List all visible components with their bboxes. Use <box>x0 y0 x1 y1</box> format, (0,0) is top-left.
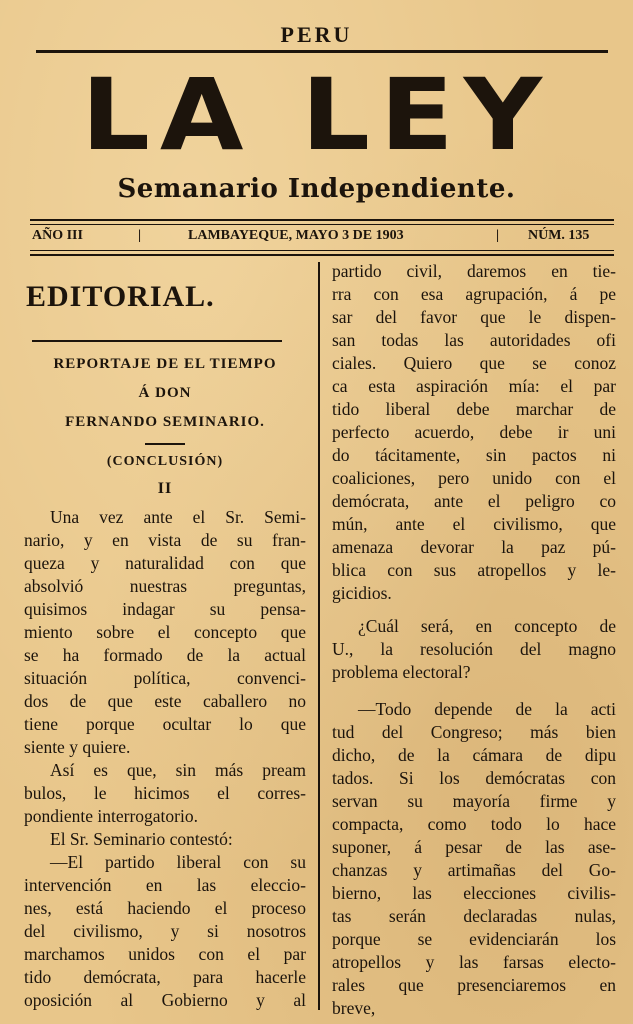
text-line: sar del favor que le dispen- <box>332 307 616 327</box>
text-line: dicho, de la cámara de dipu <box>332 745 616 765</box>
text-line: coaliciones, pero unido con el <box>332 468 616 488</box>
text-line: servan su mayoría firme y <box>332 791 616 811</box>
text-line: marchamos unidos con el par <box>24 944 306 964</box>
issue-bar-bottom-rule-1 <box>30 250 614 251</box>
issue-separator-2: | <box>496 228 500 243</box>
text-line: se ha formado de la actual <box>24 645 306 665</box>
issue-bar-top-rule-2 <box>30 224 614 225</box>
left-column-body <box>24 506 306 1012</box>
text-line: partido civil, daremos en tie- <box>332 261 616 281</box>
text-line: pondiente interrogatorio. <box>24 806 198 826</box>
text-line: chanzas y artimañas del Go- <box>332 860 616 880</box>
issue-separator-1: | <box>138 228 142 243</box>
text-line: bierno, las elecciones civilis- <box>332 883 616 903</box>
article-part-label: (CONCLUSIÓN) <box>106 454 224 469</box>
text-line: U., la resolución del magno <box>332 639 616 659</box>
issue-bar-bottom-rule-2 <box>30 254 614 256</box>
text-line: queza y naturalidad con que <box>24 553 306 573</box>
issue-year: AÑO III <box>32 228 83 243</box>
text-line: do tácitamente, sin pactos ni <box>332 445 616 465</box>
text-line: tados. Si los demócratas con <box>332 768 616 788</box>
text-line: problema electoral? <box>332 662 471 682</box>
paragraph-gap <box>332 605 616 615</box>
text-line: quisimos indagar su pensa- <box>24 599 306 619</box>
article-part-number: II <box>157 480 173 497</box>
text-line: demócrata, ante el peligro co <box>332 491 616 511</box>
text-line: miento sobre el concepto que <box>24 622 306 642</box>
text-line: compacta, como todo lo hace <box>332 814 616 834</box>
masthead-country: PERU <box>280 22 353 47</box>
text-line: mún, ante el civilismo, que <box>332 514 616 534</box>
text-line: perfecto acuerdo, debe ir uni <box>332 422 616 442</box>
newspaper-subtitle: Semanario Independiente. <box>117 174 516 204</box>
text-line: nes, está haciendo el proceso <box>24 898 306 918</box>
column-divider <box>318 262 320 1010</box>
text-line: blica con sus atropellos y le- <box>332 560 616 580</box>
text-line: ¿Cuál será, en concepto de <box>358 616 616 636</box>
text-line: intervención en las eleccio- <box>24 875 306 895</box>
text-line: rra con esa agrupación, á pe <box>332 284 616 304</box>
section-heading-rule <box>32 340 282 342</box>
section-heading: EDITORIAL. <box>26 280 215 313</box>
text-line: tud del Congreso; más bien <box>332 722 616 742</box>
text-line: suponer, á pesar de las ase- <box>332 837 616 857</box>
text-line: ca esta aspiración mía: el par <box>332 376 616 396</box>
text-line: del civilismo, y si nosotros <box>24 921 306 941</box>
text-line: atropellos y las farsas electo- <box>332 952 616 972</box>
paragraph-gap <box>332 684 616 698</box>
text-line: san todas las autoridades ofi <box>332 330 616 350</box>
text-line: rales que presenciaremos en <box>332 975 616 995</box>
text-line: gicidios. <box>332 583 392 603</box>
headline-line-1: REPORTAJE DE EL TIEMPO <box>53 356 277 372</box>
text-line: dos de que este caballero no <box>24 691 306 711</box>
right-column-body <box>332 260 616 1020</box>
text-line: siente y quiere. <box>24 737 131 757</box>
text-line: porque se evidenciarán los <box>332 929 616 949</box>
issue-bar-top-rule-1 <box>30 219 614 221</box>
text-line: —El partido liberal con su <box>50 852 306 872</box>
text-line: tido demócrata, para hacerle <box>24 967 306 987</box>
text-line: Una vez ante el Sr. Semi- <box>50 507 306 527</box>
text-line: absolvió nuestras preguntas, <box>24 576 306 596</box>
issue-place-date: LAMBAYEQUE, MAYO 3 DE 1903 <box>188 228 404 243</box>
newspaper-title: LA LEY <box>81 58 552 174</box>
text-line: tiene porque ocultar lo que <box>24 714 306 734</box>
headline-line-3: FERNANDO SEMINARIO. <box>65 414 265 430</box>
text-line: tas serán declaradas nulas, <box>332 906 616 926</box>
headline-short-rule <box>145 443 185 445</box>
headline-line-2: Á DON <box>138 385 192 401</box>
issue-number: NÚM. 135 <box>528 228 590 243</box>
masthead-top-rule <box>36 50 608 53</box>
text-line: tido liberal debe marchar de <box>332 399 616 419</box>
text-line: breve, <box>332 998 376 1018</box>
text-line: Así es que, sin más pream <box>50 760 306 780</box>
text-line: —Todo depende de la acti <box>358 699 616 719</box>
text-line: oposición al Gobierno y al <box>24 990 306 1010</box>
text-line: El Sr. Seminario contestó: <box>50 829 233 849</box>
text-line: bulos, le hicimos el corres- <box>24 783 306 803</box>
text-line: nario, y en vista de su fran- <box>24 530 306 550</box>
text-line: situación política, convenci- <box>24 668 306 688</box>
text-line: ciales. Quiero que se conoz <box>332 353 616 373</box>
text-line: amenaza devorar la paz pú- <box>332 537 616 557</box>
